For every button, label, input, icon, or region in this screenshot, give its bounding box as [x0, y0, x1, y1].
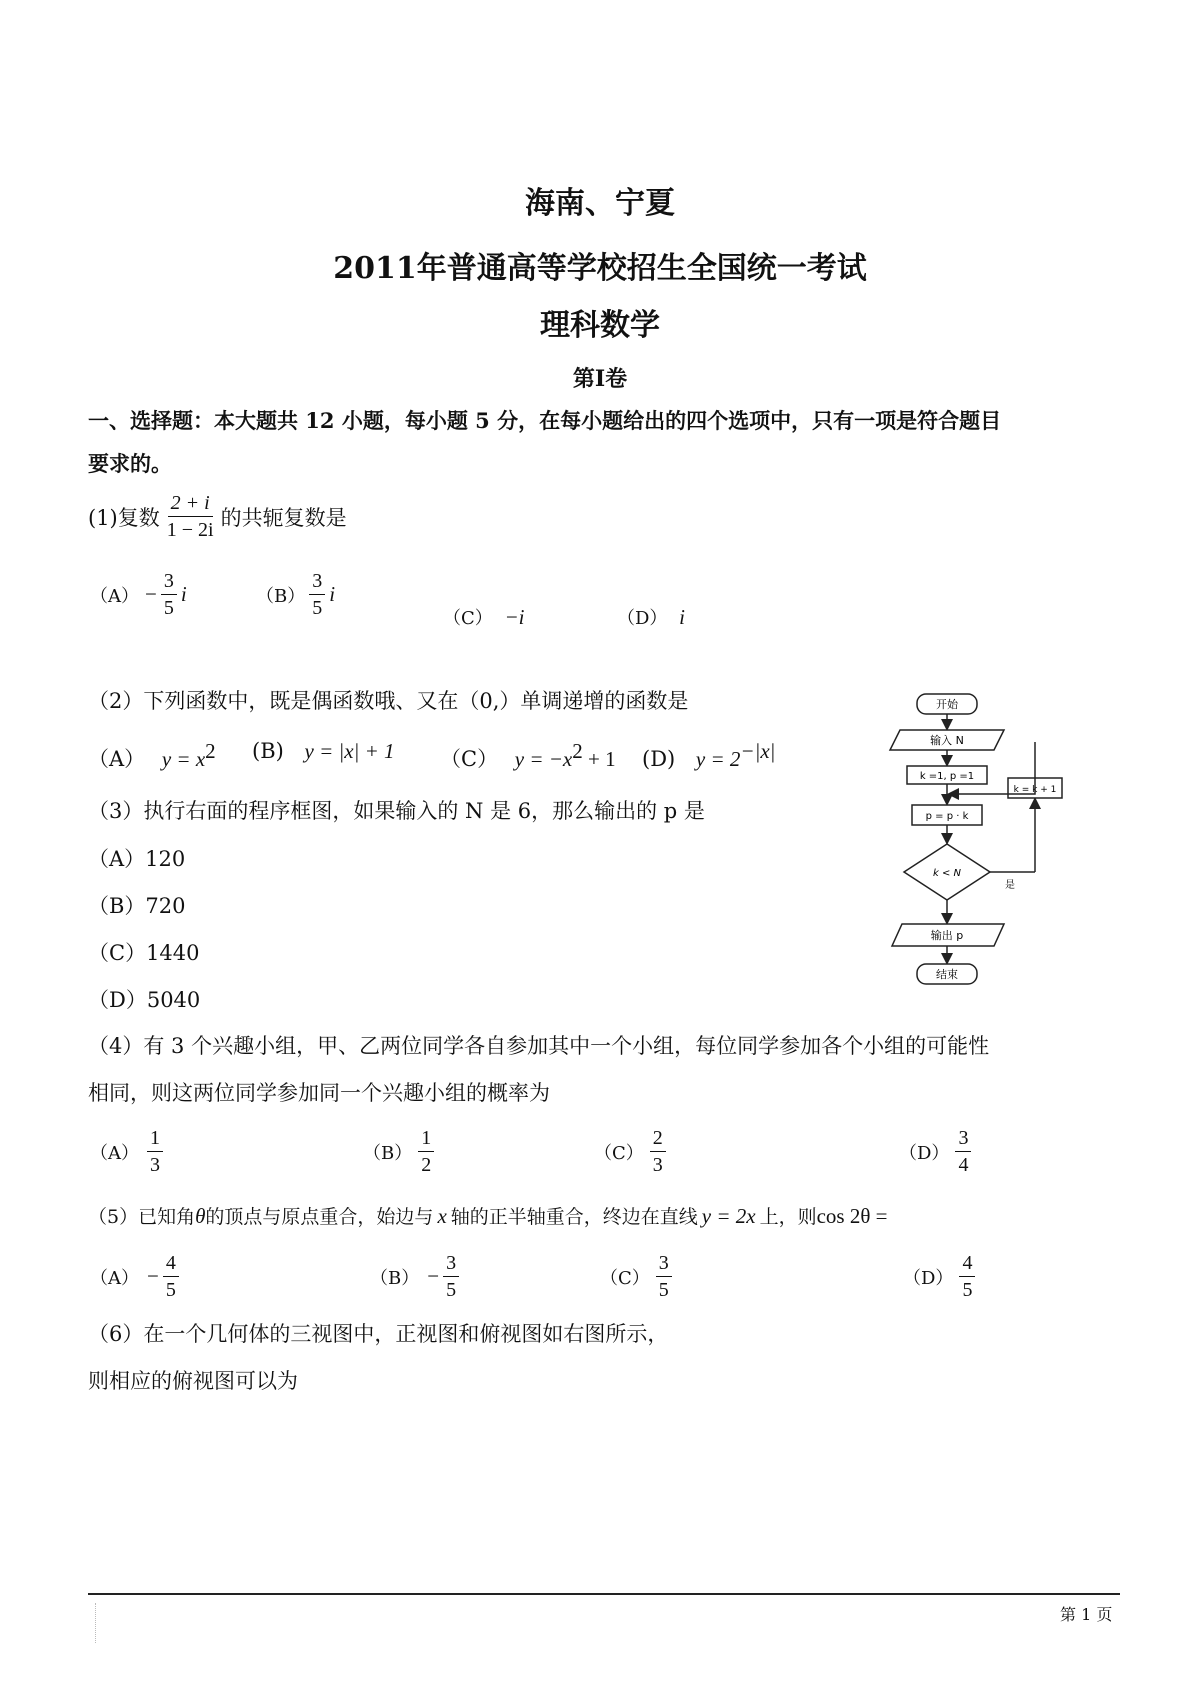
question-2: （2）下列函数中，既是偶函数哦、又在（0,）单调递增的函数是	[88, 689, 689, 713]
subject-title: 理科数学	[540, 308, 660, 343]
flow-init-text: k =1, p =1	[919, 771, 975, 782]
q2-option-d	[642, 739, 775, 772]
question-3: （3）执行右面的程序框图，如果输入的 N 是 6，那么输出的 p 是	[88, 799, 705, 823]
q1-option-a	[90, 570, 187, 619]
page-number: 第 1 页	[1060, 1605, 1113, 1624]
q4-b-den: 2	[421, 1154, 432, 1176]
q4-c-num: 2	[650, 1127, 666, 1152]
q5-theta: θ	[195, 1204, 206, 1228]
question-6-line2: 则相应的俯视图可以为	[88, 1369, 298, 1393]
volume-label: 第Ⅰ卷	[572, 366, 628, 392]
flow-output-text: 输出 p	[930, 929, 964, 942]
q5-b-den: 5	[446, 1279, 457, 1301]
q2-a-expr: y = x	[161, 747, 206, 771]
flow-increment-text: k = k + 1	[1013, 785, 1057, 795]
q3-option-d: （D）5040	[88, 988, 201, 1012]
q1-a-unit: i	[180, 582, 187, 606]
q1-b-unit: i	[329, 582, 336, 606]
q1-c-label: （C）	[443, 608, 493, 629]
q1-c-value: −i	[504, 605, 525, 629]
q4-option-b	[363, 1127, 438, 1176]
section-intro-line1: 一、选择题：本大题共 12 小题，每小题 5 分，在每小题给出的四个选项中，只有一项是符合题目	[88, 408, 1002, 433]
q5-b-label: （B）	[370, 1267, 420, 1289]
q3-option-c: （C）1440	[88, 941, 200, 965]
q2-option-c	[440, 739, 616, 773]
footer-rule	[88, 1593, 1120, 1595]
q5-x: x	[437, 1204, 447, 1228]
q1-d-value: i	[679, 605, 686, 629]
q5-c-num: 3	[656, 1252, 672, 1277]
q5-c-den: 5	[658, 1279, 669, 1301]
q4-option-c	[594, 1127, 670, 1176]
q5-text-b: 的顶点与原点重合，始边与	[205, 1206, 434, 1228]
flow-start-text: 开始	[936, 698, 958, 711]
q2-d-sup: −|x|	[740, 739, 776, 763]
q2-a-sup: 2	[205, 739, 216, 763]
q2-option-a	[88, 739, 216, 773]
q5-a-sign: −	[147, 1264, 159, 1288]
q4-a-label: （A）	[90, 1142, 139, 1164]
q5-b-num: 3	[443, 1252, 459, 1277]
q5-option-c	[600, 1252, 676, 1301]
q2-c-expr-a: y = −x	[514, 747, 573, 771]
q4-d-label: （D）	[899, 1142, 950, 1164]
q5-b-sign: −	[427, 1264, 440, 1288]
q5-d-label: （D）	[903, 1267, 954, 1289]
q1-frac-den: 1 − 2i	[166, 519, 214, 541]
question-4-line2: 相同，则这两位同学参加同一个兴趣小组的概率为	[88, 1081, 550, 1105]
q1-d-label: （D）	[617, 608, 668, 629]
q5-text-c: 轴的正半轴重合，终边在直线	[450, 1206, 698, 1228]
q1-tail: 的共轭复数是	[220, 505, 347, 530]
q2-option-b	[252, 739, 395, 764]
q2-a-label: （A）	[88, 747, 146, 771]
q2-c-expr-b: + 1	[582, 747, 616, 771]
flow-end-text: 结束	[936, 968, 958, 981]
q5-a-num: 4	[163, 1252, 179, 1277]
q5-option-d	[903, 1252, 979, 1301]
q4-a-den: 3	[150, 1154, 160, 1176]
q3-option-b: （B）720	[88, 894, 186, 918]
q1-option-c	[443, 604, 525, 630]
q4-option-a	[90, 1127, 167, 1176]
q5-cos: cos 2θ =	[816, 1204, 888, 1228]
q5-a-label: （A）	[90, 1267, 139, 1289]
q5-d-num: 4	[959, 1252, 975, 1277]
section-intro-line2: 要求的。	[88, 451, 172, 476]
q1-option-b	[256, 570, 335, 619]
question-4-line1: （4）有 3 个兴趣小组，甲、乙两位同学各自参加其中一个小组，每位同学参加各个小组的可能性	[88, 1034, 990, 1058]
q1-b-den: 5	[312, 597, 323, 619]
q5-line-eq: y = 2x	[701, 1204, 756, 1228]
q4-d-den: 4	[958, 1154, 969, 1176]
q5-c-label: （C）	[600, 1267, 650, 1289]
flow-input-text: 输入 N	[930, 734, 964, 747]
q2-d-label: (D)	[642, 747, 676, 771]
q2-c-label: （C）	[440, 747, 499, 771]
q1-a-num: 3	[161, 570, 177, 595]
q4-c-den: 3	[652, 1154, 663, 1176]
q2-c-sup: 2	[572, 739, 583, 763]
q4-c-label: （C）	[594, 1142, 644, 1164]
q4-b-num: 1	[418, 1127, 434, 1152]
q3-option-a: （A）120	[88, 847, 186, 871]
q4-a-num: 1	[147, 1127, 163, 1152]
flow-yes-label: 是	[1005, 880, 1015, 891]
q1-label: (1)复数	[88, 505, 160, 530]
q2-b-label: (B)	[252, 739, 284, 763]
question-5	[88, 1202, 888, 1229]
exam-title: 2011年普通高等学校招生全国统一考试	[333, 251, 867, 286]
q1-frac-num: 2 + i	[168, 492, 213, 517]
flow-multiply-text: p = p · k	[925, 811, 969, 822]
exam-region-title: 海南、宁夏	[525, 186, 675, 221]
question-1	[88, 492, 347, 541]
q1-a-den: 5	[163, 597, 174, 619]
q1-b-label: （B）	[256, 585, 306, 607]
q1-b-num: 3	[309, 570, 325, 595]
footer-dots	[95, 1603, 98, 1643]
q5-option-a	[90, 1252, 183, 1301]
q1-a-sign: −	[145, 582, 157, 606]
q1-a-label: （A）	[90, 585, 139, 607]
q2-d-expr: y = 2	[695, 747, 741, 771]
q5-option-b	[370, 1252, 463, 1301]
program-flowchart	[880, 690, 1120, 1000]
q2-b-expr: y = |x| + 1	[304, 739, 395, 763]
q5-text-d: 上，则	[759, 1206, 817, 1228]
q1-option-d	[617, 604, 685, 630]
q1-fraction	[164, 492, 217, 541]
q4-d-num: 3	[955, 1127, 971, 1152]
q4-b-label: （B）	[363, 1142, 413, 1164]
q4-option-d	[899, 1127, 975, 1176]
q5-a-den: 5	[165, 1279, 176, 1301]
q5-text-a: （5）已知角	[88, 1206, 196, 1228]
question-6-line1: （6）在一个几何体的三视图中，正视图和俯视图如右图所示，	[88, 1322, 669, 1346]
flow-condition-text: k < N	[932, 868, 962, 879]
q5-d-den: 5	[962, 1279, 973, 1301]
